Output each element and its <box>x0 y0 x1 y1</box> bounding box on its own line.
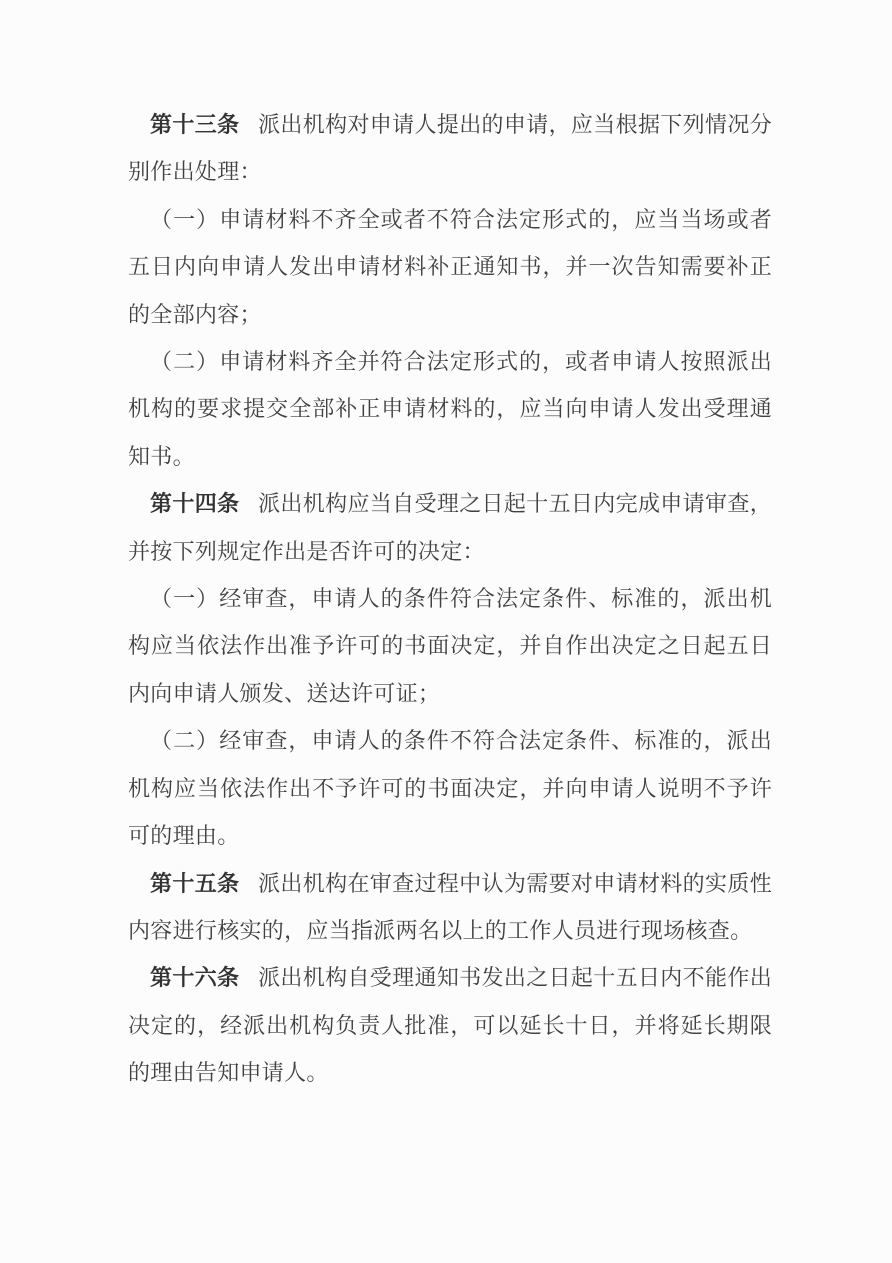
document-content <box>128 101 772 1097</box>
article-number: 第十三条 <box>150 112 240 137</box>
article-number: 第十五条 <box>150 870 240 896</box>
article-text: （二）申请材料齐全并符合法定形式的，或者申请人按照派出机构的要求提交全部补正申请材料的，应当向申请人发出受理通知书。 <box>128 349 772 469</box>
article-text: 派出机构自受理通知书发出之日起十五日内不能作出决定的，经派出机构负责人批准，可以延长十日，并将延长期限的理由告知申请人。 <box>128 965 772 1086</box>
article-text: 派出机构对申请人提出的申请，应当根据下列情况分别作出处理： <box>128 112 772 185</box>
article-text: （一）申请材料不齐全或者不符合法定形式的，应当当场或者五日内向申请人发出申请材料补正通知书，并一次告知需要补正的全部内容； <box>128 206 772 327</box>
article-text: （一）经审查，申请人的条件符合法定条件、标准的，派出机构应当依法作出准予许可的书面决定，并自作出决定之日起五日内向申请人颁发、送达许可证； <box>128 586 772 706</box>
article-paragraph <box>128 101 772 196</box>
article-paragraph <box>128 717 772 859</box>
article-paragraph <box>128 954 772 1096</box>
article-number: 第十四条 <box>150 491 240 517</box>
article-paragraph <box>128 480 772 575</box>
article-text: （二）经审查，申请人的条件不符合法定条件、标准的，派出机构应当依法作出不予许可的书面决定，并向申请人说明不予许可的理由。 <box>128 728 772 849</box>
article-paragraph <box>128 575 772 717</box>
article-paragraph <box>128 196 772 338</box>
article-paragraph <box>128 338 772 480</box>
article-number: 第十六条 <box>150 965 240 991</box>
article-text: 派出机构在审查过程中认为需要对申请材料的实质性内容进行核实的，应当指派两名以上的工作人员进行现场核查。 <box>128 870 772 943</box>
article-text: 派出机构应当自受理之日起十五日内完成申请审查，并按下列规定作出是否许可的决定： <box>128 491 772 564</box>
article-paragraph <box>128 860 772 955</box>
